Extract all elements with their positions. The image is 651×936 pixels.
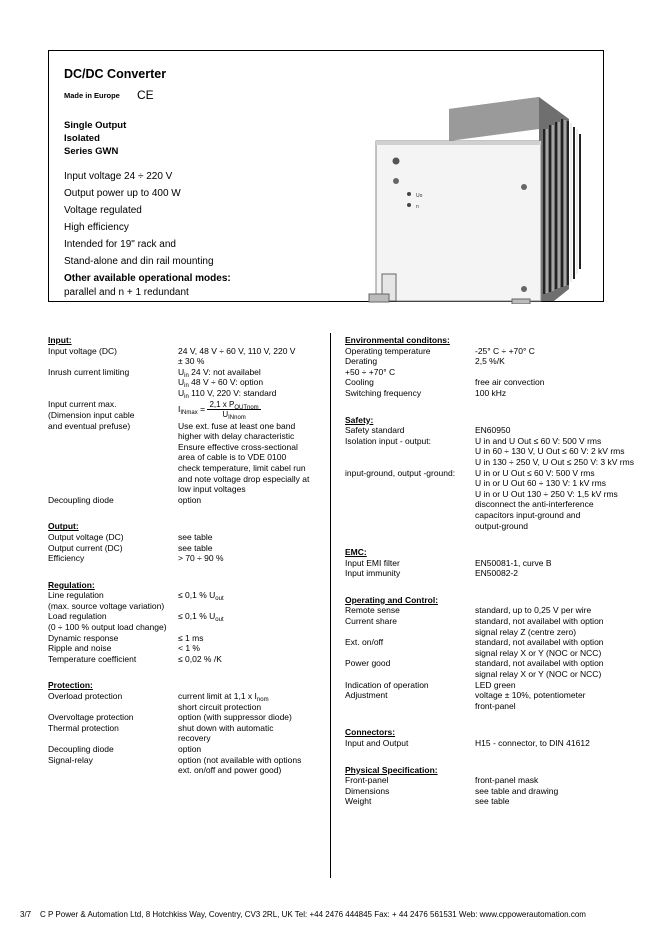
spec-value: front-panel	[475, 700, 516, 711]
led-label: n	[416, 204, 419, 210]
spec-value: voltage ± 10%, potentiometer	[475, 690, 586, 701]
spec-label: input-ground, output -ground:	[345, 467, 456, 478]
spec-label: Power good	[345, 658, 391, 669]
spec-value: option	[178, 744, 202, 754]
spec-value: standard, up to 0,25 V per wire	[475, 605, 592, 616]
spec-label: Remote sense	[345, 605, 400, 616]
spec-label: Weight	[345, 796, 372, 807]
spec-value: 24 V, 48 V ÷ 60 V, 110 V, 220 V	[178, 345, 296, 356]
spec-value: disconnect the anti-interference	[475, 499, 594, 510]
section-connectors: Connectors:	[345, 727, 396, 738]
section-output: Output:	[48, 521, 79, 532]
spec-label: Derating	[345, 356, 378, 367]
spec-value: ext. on/off and power good)	[178, 765, 282, 776]
spec-value: signal relay X or Y (NOC or NCC)	[475, 669, 602, 680]
spec-value: ± 30 %	[178, 356, 205, 367]
company-contact: C P Power & Automation Ltd, 8 Hotchkiss Way, Coventry, CV3 2RL, UK Tel: +44 2476 444845 Fax: + 44 2476 561531 Web: www.cppowerautomation.com	[40, 910, 586, 919]
spec-value: $U_{in}$ 110 V, 220 V: standard	[178, 387, 277, 400]
spec-label: +50 ÷ +70° C	[345, 366, 396, 377]
spec-label: Output current (DC)	[48, 542, 123, 553]
spec-value: signal relay Z (centre zero)	[475, 626, 577, 637]
spec-value: front-panel mask	[475, 775, 539, 786]
spec-value: shut down with automatic	[178, 722, 274, 733]
spec-label: Indication of operation	[345, 679, 429, 690]
spec-value: free air convection	[475, 377, 545, 388]
page-number: 3/7	[20, 910, 32, 919]
converter-product-image	[364, 89, 589, 304]
spec-value: EN50082-2	[475, 568, 519, 579]
subtitle-single-output: Single Output	[64, 120, 127, 131]
spec-label: Overvoltage protection	[48, 712, 134, 723]
spec-value: U in or U Out 60 ÷ 130 V: 1 kV rms	[475, 478, 606, 489]
spec-value: capacitors input-ground and	[475, 509, 581, 520]
feature-item: High efficiency	[64, 222, 129, 233]
spec-value: signal relay X or Y (NOC or NCC)	[475, 647, 602, 658]
spec-label: Decoupling diode	[48, 494, 114, 505]
spec-value: low input voltages	[178, 484, 246, 495]
spec-label: Input current max. (Dimension input cable	[48, 398, 135, 420]
spec-value: U in or U Out 130 ÷ 250 V: 1,5 kV rms	[475, 488, 618, 499]
spec-value: and note voltage drop especially at	[178, 473, 310, 484]
spec-value: check temperature, limit cabel run	[178, 462, 306, 473]
spec-label: Input and Output	[345, 738, 409, 748]
spec-value: 2,5 %/K	[475, 356, 505, 367]
other-modes-value: parallel and n + 1 redundant	[64, 287, 189, 298]
feature-item: Voltage regulated	[64, 205, 142, 216]
section-safety: Safety:	[345, 414, 374, 425]
spec-label: Signal-relay	[48, 754, 93, 765]
spec-value: Use ext. fuse at least one band	[178, 420, 296, 431]
spec-label: Output voltage (DC)	[48, 531, 124, 542]
other-modes-label: Other available operational modes:	[64, 273, 231, 284]
spec-label: Ripple and noise	[48, 643, 112, 654]
spec-label: Isolation input - output:	[345, 435, 432, 446]
spec-label: Dimensions	[345, 785, 390, 796]
made-in-europe: Made in Europe	[64, 91, 120, 100]
spec-value: 100 kHz	[475, 387, 507, 398]
spec-label: Input EMI filter	[345, 557, 400, 568]
spec-value: $U_{in}$ 48 V ÷ 60 V: option	[178, 377, 264, 390]
spec-value: -25° C ÷ +70° C	[475, 345, 535, 356]
ce-mark-icon: CE	[137, 88, 154, 102]
feature-item: Input voltage 24 ÷ 220 V	[64, 171, 173, 182]
spec-label: Thermal protection	[48, 722, 119, 733]
section-protection: Protection:	[48, 680, 93, 691]
spec-value: Ensure effective cross-sectional	[178, 441, 298, 452]
spec-label: Dynamic response	[48, 632, 119, 643]
section-regulation: Regulation:	[48, 579, 95, 590]
spec-value: option	[178, 494, 202, 505]
section-physical: Physical Specification:	[345, 764, 438, 775]
spec-value: U in 60 ÷ 130 V, U Out ≤ 60 V: 2 kV rms	[475, 446, 625, 457]
spec-label: (max. source voltage variation)	[48, 600, 165, 611]
spec-value: $U_{in}$ 24 V: not availabel	[178, 366, 261, 379]
spec-value: see table and drawing	[475, 785, 559, 796]
feature-item: Intended for 19" rack and	[64, 239, 176, 250]
header-box	[48, 50, 604, 302]
spec-value: H15 - connector, to DIN 41612	[475, 738, 590, 748]
spec-label: Ext. on/off	[345, 637, 384, 648]
spec-value: ≤ 1 ms	[178, 632, 204, 643]
spec-value: see table	[178, 531, 213, 542]
spec-value: standard, not availabel with option	[475, 637, 604, 648]
product-title: DC/DC Converter	[64, 67, 167, 81]
spec-value: recovery	[178, 733, 211, 744]
spec-label: Input immunity	[345, 568, 401, 579]
spec-label: Switching frequency	[345, 387, 422, 398]
spec-value: short circuit protection	[178, 701, 262, 712]
spec-label: Front-panel	[345, 775, 389, 786]
spec-value: standard, not availabel with option	[475, 658, 604, 669]
spec-label: Load regulation	[48, 611, 107, 622]
spec-value: higher with delay characteristic	[178, 431, 295, 442]
spec-value: see table	[475, 796, 510, 807]
input-current-formula: $I_{INmax}$ = $\frac{2,1 x P_{OUTnom}}{U_{INnom}}$	[178, 400, 259, 422]
spec-value: EN50081-1, curve B	[475, 557, 552, 568]
spec-value: U in and U Out ≤ 60 V: 500 V rms	[475, 435, 602, 446]
spec-label: Overload protection	[48, 691, 123, 702]
spec-value: > 70 ÷ 90 %	[178, 553, 224, 564]
led-label: Uo	[416, 193, 423, 199]
left-spec-column	[48, 335, 333, 776]
subtitle-isolated: Isolated	[64, 133, 100, 144]
spec-label: and eventual prefuse)	[48, 420, 131, 431]
section-emc: EMC:	[345, 547, 367, 558]
spec-value: standard, not availabel with option	[475, 616, 604, 627]
spec-label: Current share	[345, 616, 397, 627]
subtitle-series: Series GWN	[64, 146, 119, 157]
section-environment: Environmental conditons:	[345, 335, 450, 345]
spec-value: EN60950	[475, 425, 511, 436]
spec-label: Adjustment	[345, 690, 388, 701]
spec-value: option (not available with options	[178, 754, 302, 765]
spec-label: Line regulation	[48, 590, 104, 601]
spec-label: Input voltage (DC)	[48, 345, 117, 356]
spec-value: LED green	[475, 679, 516, 690]
right-spec-column	[345, 335, 634, 807]
spec-value: output-ground	[475, 520, 528, 531]
spec-value: see table	[178, 542, 213, 553]
spec-value: < 1 %	[178, 643, 200, 654]
spec-value: area of cable is to VDE 0100	[178, 452, 287, 463]
spec-label: (0 ÷ 100 % output load change)	[48, 622, 167, 633]
section-operating-control: Operating and Control:	[345, 594, 439, 605]
spec-value: option (with suppressor diode)	[178, 712, 292, 723]
page-footer	[20, 910, 586, 919]
spec-label: Safety standard	[345, 425, 405, 436]
spec-label: Decoupling diode	[48, 744, 114, 754]
spec-value: ≤ 0,1 % $U_{out}$	[178, 611, 224, 624]
spec-label: Cooling	[345, 377, 374, 388]
spec-label: Temperature coefficient	[48, 653, 137, 664]
feature-item: Stand-alone and din rail mounting	[64, 256, 214, 267]
section-input: Input:	[48, 335, 72, 345]
spec-value: ≤ 0,02 % /K	[178, 653, 222, 664]
spec-label: Efficiency	[48, 553, 85, 564]
spec-value: ≤ 0,1 % $U_{out}$	[178, 590, 224, 603]
spec-value: current limit at 1,1 x $I_{nom}$	[178, 691, 269, 704]
feature-item: Output power up to 400 W	[64, 188, 181, 199]
spec-value: U in or U Out ≤ 60 V: 500 V rms	[475, 467, 595, 478]
spec-label: Operating temperature	[345, 345, 431, 356]
spec-label: Inrush current limiting	[48, 366, 130, 377]
spec-value: U in 130 ÷ 250 V, U Out ≤ 250 V: 3 kV rms	[475, 456, 634, 467]
